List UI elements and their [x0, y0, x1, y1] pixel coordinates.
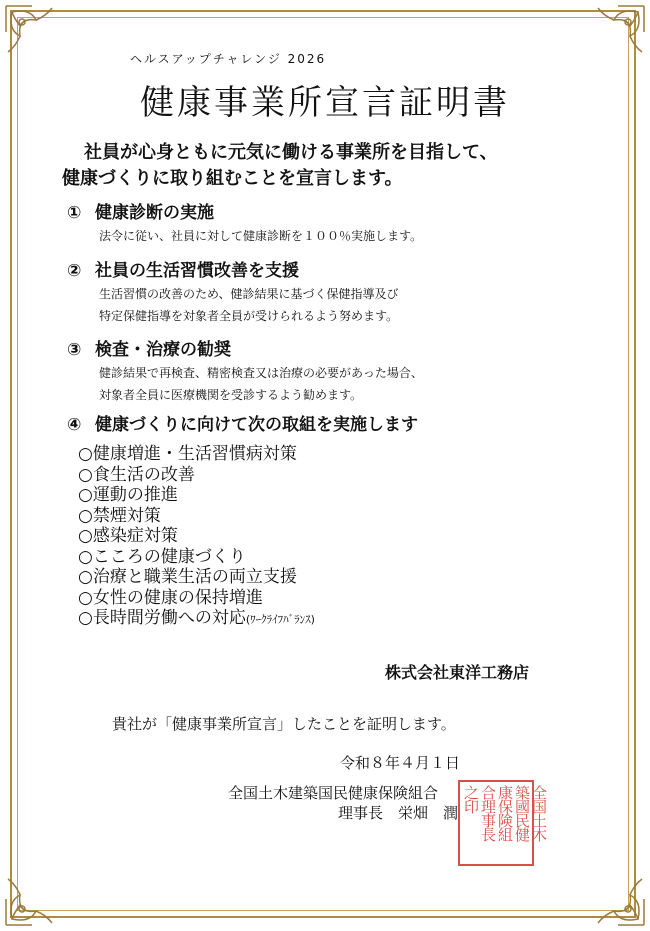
item-number: ① — [67, 203, 82, 223]
item-number: ② — [67, 261, 82, 281]
intro-statement — [62, 140, 498, 192]
item-description: 生活習慣の改善のため、健診結果に基づく保健指導及び — [99, 287, 399, 301]
issuer-organization: 全国土木建築国民健康保険組合 — [228, 784, 439, 802]
item-description: 対象者全員に医療機関を受診するよう勧めます。 — [99, 388, 363, 402]
corner-ornament-icon — [2, 859, 72, 929]
issue-date: 令和８年４月１日 — [340, 754, 461, 772]
list-item: ○運動の推進 — [78, 485, 178, 505]
item-heading: 検査・治療の勧奨 — [95, 340, 231, 360]
official-seal-stamp — [458, 780, 548, 866]
list-item-text: ○長時間労働への対応 — [78, 608, 246, 628]
corner-ornament-icon — [578, 859, 648, 929]
seal-text: 康保険組 — [496, 785, 514, 841]
company-name: 株式会社東洋工務店 — [385, 663, 530, 682]
list-item: ○女性の健康の保持増進 — [78, 587, 263, 608]
intro-line: 健康づくりに取り組むことを宣言します。 — [62, 168, 403, 189]
list-item: ○治療と職業生活の両立支援 — [78, 567, 297, 587]
certification-statement: 貴社が「健康事業所宣言」したことを証明します。 — [112, 715, 456, 733]
item-description: 特定保健指導を対象者全員が受けられるよう努めます。 — [99, 309, 399, 323]
corner-ornament-icon — [2, 2, 72, 72]
list-item-note: (ﾜｰｸﾗｲﾌﾊﾞﾗﾝｽ) — [245, 613, 315, 626]
list-item: ○禁煙対策 — [78, 505, 161, 526]
item-heading: 健康づくりに向けて次の取組を実施します — [95, 415, 418, 435]
item-number: ④ — [67, 415, 82, 435]
list-item: ○こころの健康づくり — [78, 546, 246, 567]
intro-line: 社員が心身ともに元気に働ける事業所を目指して、 — [84, 142, 498, 163]
seal-text: 築國民健 — [513, 785, 531, 841]
declaration-item-4 — [67, 413, 418, 437]
issuer-block — [228, 783, 458, 823]
item-heading: 健康診断の実施 — [95, 203, 214, 223]
seal-text: 合理事長 — [479, 785, 497, 841]
seal-text: 之印 — [462, 785, 480, 813]
initiatives-list — [78, 444, 315, 631]
declaration-item-1 — [67, 201, 422, 247]
document-title: 健康事業所宣言証明書 — [140, 83, 510, 123]
list-item: ○食生活の改善 — [78, 464, 195, 485]
declaration-item-2 — [67, 259, 399, 327]
item-description: 法令に従い、社員に対して健康診断を１００％実施します。 — [99, 229, 423, 243]
item-heading: 社員の生活習慣改善を支援 — [95, 261, 299, 281]
item-description: 健診結果で再検査、精密検査又は治療の必要があった場合、 — [99, 366, 423, 380]
seal-text: 全国土木 — [530, 785, 548, 841]
subtitle: ヘルスアップチャレンジ 2026 — [130, 52, 327, 66]
corner-ornament-icon — [578, 2, 648, 72]
issuer-signatory: 理事長 栄畑 潤 — [338, 804, 459, 822]
item-number: ③ — [67, 340, 82, 360]
declaration-item-3 — [67, 338, 423, 406]
list-item — [78, 608, 315, 631]
list-item: ○健康増進・生活習慣病対策 — [78, 444, 297, 464]
list-item: ○感染症対策 — [78, 526, 178, 546]
